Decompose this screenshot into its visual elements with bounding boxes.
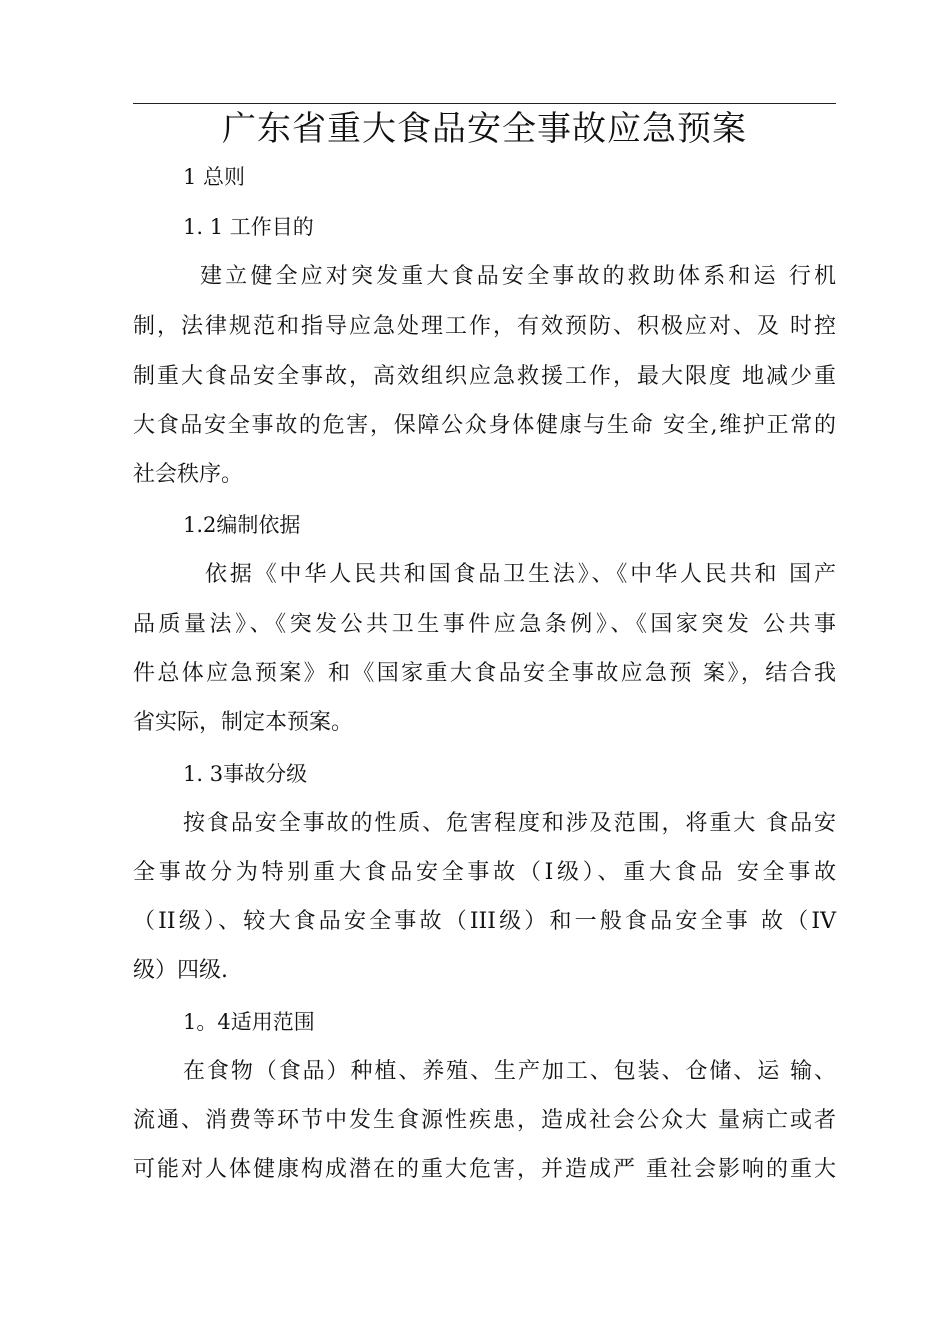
section-heading-1: 1 总则 [183, 165, 246, 189]
section-heading-1-4: 1。4适用范围 [183, 1010, 315, 1034]
paragraph-line: 建立健全应对突发重大食品安全事故的救助体系和运 行机 [200, 264, 836, 289]
paragraph-line: 制，法律规范和指导应急处理工作，有效预防、积极应对、及 时控 [133, 314, 836, 339]
paragraph-line: 可能对人体健康构成潜在的重大危害，并造成严 重社会影响的重大 [133, 1157, 836, 1182]
section-heading-1-2: 1.2编制依据 [183, 513, 301, 537]
paragraph-line: 在食物（食品）种植、养殖、生产加工、包装、仓储、运 输、 [183, 1059, 836, 1084]
section-heading-1-3: 1. 3事故分级 [183, 762, 308, 786]
section-heading-1-1: 1. 1 工作目的 [183, 215, 314, 239]
paragraph-line: 按食品安全事故的性质、危害程度和涉及范围，将重大 食品安 [183, 811, 836, 836]
top-rule [133, 103, 836, 104]
paragraph-line: 品质量法》、《突发公共卫生事件应急条例》、《国家突发 公共事 [133, 612, 836, 637]
paragraph-line: 社会秩序。 [133, 462, 244, 487]
document-title: 广东省重大食品安全事故应急预案 [222, 109, 747, 149]
paragraph-line: （II级）、较大食品安全事故（III级）和一般食品安全事 故（IV [133, 909, 836, 934]
paragraph-line: 级）四级. [133, 958, 228, 983]
paragraph-line: 流通、消费等环节中发生食源性疾患，造成社会公众大 量病亡或者 [133, 1108, 836, 1133]
paragraph-line: 省实际，制定本预案。 [133, 710, 354, 735]
paragraph-line: 依据《中华人民共和国食品卫生法》、《中华人民共和 国产 [205, 562, 836, 587]
paragraph-line: 大食品安全事故的危害，保障公众身体健康与生命 安全,维护正常的 [133, 413, 836, 438]
paragraph-line: 全事故分为特别重大食品安全事故（I级）、重大食品 安全事故 [133, 860, 836, 885]
paragraph-line: 制重大食品安全事故，高效组织应急救援工作，最大限度 地减少重 [133, 364, 836, 389]
paragraph-line: 件总体应急预案》和《国家重大食品安全事故应急预 案》，结合我 [133, 661, 836, 686]
